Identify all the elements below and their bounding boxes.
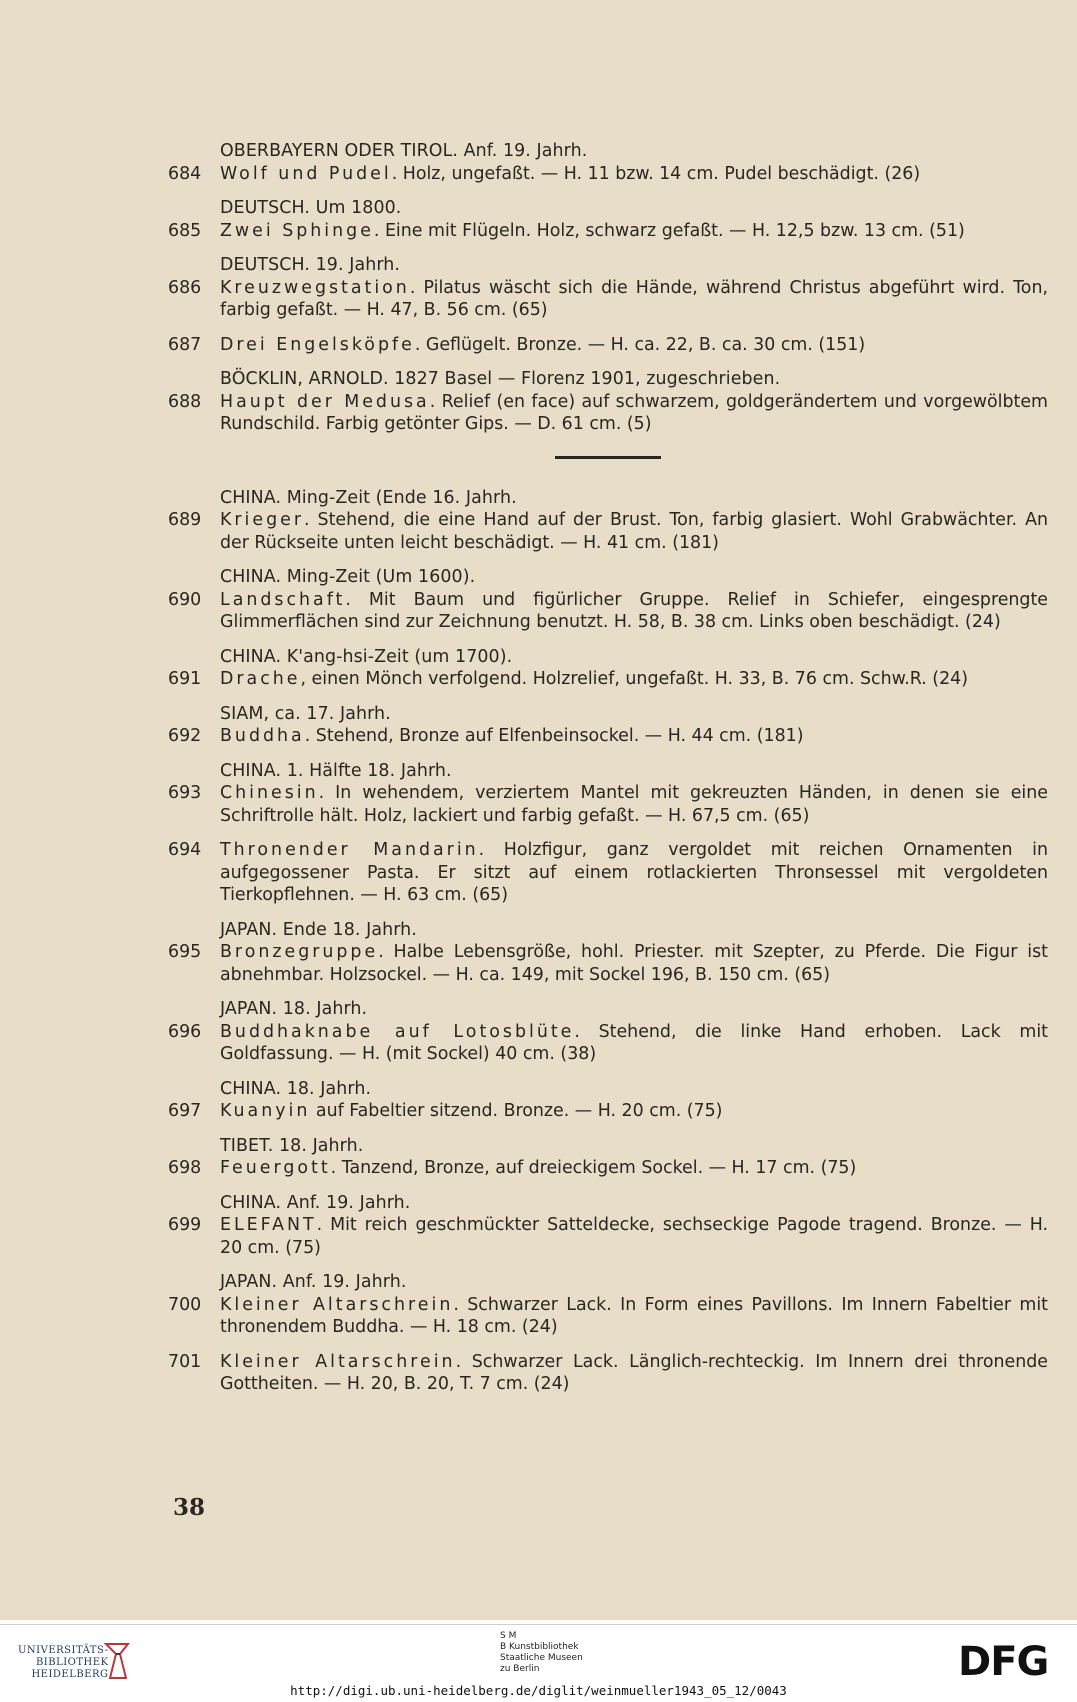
lot-description bbox=[220, 668, 1048, 691]
lot-details: . In wehendem, verziertem Mantel mit gekreuzten Händen, in denen sie eine Schriftrolle hält. Holz, lackiert und farbig gefaßt. — H. 67,5 cm. (65) bbox=[220, 783, 1048, 826]
entry-origin-header: JAPAN. 18. Jahrh. bbox=[220, 999, 368, 1019]
lot-details: . Mit reich geschmückter Satteldecke, sechseckige Pagode tragend. Bronze. — H. 20 cm. (75) bbox=[220, 1215, 1048, 1258]
lot-description bbox=[220, 725, 1048, 748]
lot-title: Kleiner Altarschrein bbox=[220, 1294, 454, 1315]
lot-title: Wolf und Pudel bbox=[220, 163, 392, 184]
lot-description bbox=[220, 782, 1048, 827]
lot-number: 698 bbox=[168, 1158, 202, 1178]
lot-description bbox=[220, 391, 1048, 436]
lot-title: ELEFANT bbox=[220, 1215, 317, 1235]
lot-description bbox=[220, 1100, 1048, 1123]
lot-number: 701 bbox=[168, 1351, 202, 1372]
lot-description bbox=[220, 1351, 1048, 1396]
university-library-logo[interactable] bbox=[18, 1645, 109, 1681]
catalog-entry bbox=[168, 487, 1048, 555]
entry-origin-header: OBERBAYERN ODER TIROL. Anf. 19. Jahrh. bbox=[220, 141, 588, 161]
entry-origin-header: DEUTSCH. 19. Jahrh. bbox=[220, 255, 401, 275]
lot-number: 687 bbox=[168, 334, 202, 355]
lot-description bbox=[220, 1021, 1048, 1066]
lot-description bbox=[220, 1157, 1048, 1180]
entry-row bbox=[168, 668, 1048, 691]
uni-logo-line: BIBLIOTHEK bbox=[35, 1657, 109, 1668]
lot-number: 685 bbox=[168, 220, 202, 241]
lot-details: . Holzfigur, ganz vergoldet mit reichen Ornamenten in aufgegossener Pasta. Er sitzt auf einem rotlackierten Thronsessel mit vergoldeten Tierkopflehnen. — H. 63 cm. (65) bbox=[220, 840, 1048, 905]
catalog-entry bbox=[168, 1135, 1048, 1180]
entry-row bbox=[168, 1157, 1048, 1180]
lot-title: Feuergott bbox=[220, 1158, 331, 1178]
lot-number: 695 bbox=[168, 942, 202, 962]
entry-row bbox=[168, 220, 1048, 243]
catalog-entry bbox=[168, 254, 1048, 322]
lot-title: Krieger bbox=[220, 510, 304, 530]
catalog-entry bbox=[168, 998, 1048, 1066]
entry-row bbox=[168, 1214, 1048, 1259]
smb-logo-line: zu Berlin bbox=[500, 1664, 540, 1674]
lot-number: 696 bbox=[168, 1021, 202, 1042]
university-mark-icon bbox=[102, 1640, 132, 1682]
lot-number: 699 bbox=[168, 1215, 202, 1235]
lot-description bbox=[220, 941, 1048, 986]
entry-origin-header: CHINA. K'ang-hsi-Zeit (um 1700). bbox=[220, 646, 513, 667]
lot-details: . Stehend, Bronze auf Elfenbeinsockel. — H. 44 cm. (181) bbox=[304, 726, 804, 746]
section-divider bbox=[555, 456, 661, 459]
lot-description bbox=[220, 277, 1048, 322]
entry-row bbox=[168, 334, 1048, 357]
lot-description bbox=[220, 589, 1048, 634]
lot-title: Haupt der Medusa bbox=[220, 391, 430, 412]
entry-row bbox=[168, 1351, 1048, 1396]
lot-details: . Relief (en face) auf schwarzem, goldgerändertem und vorgewölbtem Rundschild. Farbig getönter Gips. — D. 61 cm. (5) bbox=[220, 391, 1048, 434]
lot-title: Kleiner Altarschrein bbox=[220, 1351, 456, 1372]
dfg-logo[interactable]: DFG bbox=[958, 1639, 1049, 1685]
lot-details: . Halbe Lebensgröße, hohl. Priester. mit Szepter, zu Pferde. Die Figur ist abnehmbar. Holzsockel. — H. ca. 149, mit Sockel 196, B. 150 cm. (65) bbox=[220, 942, 1048, 985]
lot-description bbox=[220, 163, 1048, 186]
entry-origin-header: TIBET. 18. Jahrh. bbox=[220, 1135, 364, 1156]
catalog-entry bbox=[168, 566, 1048, 634]
lot-title: Buddhaknabe auf Lotosblüte bbox=[220, 1021, 575, 1042]
lot-number: 686 bbox=[168, 277, 202, 298]
catalog-entry bbox=[168, 703, 1048, 748]
lot-title: Zwei Sphinge bbox=[220, 220, 374, 241]
lot-number: 700 bbox=[168, 1294, 202, 1315]
entry-origin-header: CHINA. Ming-Zeit (Ende 16. Jahrh. bbox=[220, 487, 517, 508]
lot-number: 697 bbox=[168, 1101, 202, 1121]
lot-title: Drei Engelsköpfe bbox=[220, 334, 415, 355]
lot-title: Buddha bbox=[220, 726, 305, 746]
catalog-entry bbox=[168, 1351, 1048, 1396]
entry-row bbox=[168, 725, 1048, 748]
lot-title: Chinesin bbox=[220, 783, 319, 803]
lot-number: 694 bbox=[168, 840, 202, 860]
uni-logo-line: UNIVERSITÄTS- bbox=[18, 1645, 109, 1656]
lot-number: 690 bbox=[168, 589, 202, 610]
lot-number: 693 bbox=[168, 783, 202, 803]
lot-number: 684 bbox=[168, 163, 202, 184]
catalog-entry bbox=[168, 646, 1048, 691]
lot-number: 692 bbox=[168, 726, 202, 746]
entry-row bbox=[168, 782, 1048, 827]
entry-origin-header: CHINA. Anf. 19. Jahrh. bbox=[220, 1192, 411, 1213]
smb-logo-line: B Kunstbibliothek bbox=[500, 1642, 579, 1652]
uni-logo-line: HEIDELBERG bbox=[31, 1669, 109, 1680]
lot-details: . Holz, ungefaßt. — H. 11 bzw. 14 cm. Pudel beschädigt. (26) bbox=[391, 163, 921, 184]
page-number: 38 bbox=[173, 1494, 206, 1521]
catalog-entry bbox=[168, 839, 1048, 907]
lot-title: Thronender Mandarin bbox=[220, 840, 479, 860]
lot-description bbox=[220, 1214, 1048, 1259]
entry-row bbox=[168, 1021, 1048, 1066]
smb-logo-line: Staatliche Museen bbox=[500, 1653, 583, 1663]
lot-description bbox=[220, 509, 1048, 554]
catalog-entry bbox=[168, 368, 1048, 436]
entry-row bbox=[168, 941, 1048, 986]
entry-row bbox=[168, 163, 1048, 186]
lot-details: . Mit Baum und figürlicher Gruppe. Relief in Schiefer, eingesprengte Glimmerflächen sind zur Zeichnung benutzt. H. 58, B. 38 cm. Links oben beschädigt. (24) bbox=[220, 589, 1048, 632]
catalog-entry bbox=[168, 1271, 1048, 1339]
entry-origin-header: CHINA. Ming-Zeit (Um 1600). bbox=[220, 567, 476, 587]
catalog-entries bbox=[168, 140, 1048, 1408]
catalog-entry bbox=[168, 197, 1048, 242]
catalog-entry bbox=[168, 1078, 1048, 1123]
lot-details: . Tanzend, Bronze, auf dreieckigem Sockel. — H. 17 cm. (75) bbox=[330, 1158, 857, 1178]
smb-kunstbibliothek-logo[interactable] bbox=[500, 1631, 583, 1675]
entry-row bbox=[168, 391, 1048, 436]
entry-origin-header: BÖCKLIN, ARNOLD. 1827 Basel — Florenz 1901, zugeschrieben. bbox=[220, 369, 781, 389]
lot-number: 689 bbox=[168, 510, 202, 530]
lot-details: auf Fabeltier sitzend. Bronze. — H. 20 cm. (75) bbox=[310, 1101, 723, 1121]
lot-details: , einen Mönch verfolgend. Holzrelief, ungefaßt. H. 33, B. 76 cm. Schw.R. (24) bbox=[300, 669, 968, 689]
entry-row bbox=[168, 1294, 1048, 1339]
catalog-entry bbox=[168, 140, 1048, 185]
entry-row bbox=[168, 839, 1048, 907]
entry-origin-header: SIAM, ca. 17. Jahrh. bbox=[220, 703, 391, 724]
lot-number: 688 bbox=[168, 391, 202, 412]
entry-origin-header: CHINA. 18. Jahrh. bbox=[220, 1078, 372, 1099]
lot-number: 691 bbox=[168, 669, 202, 689]
lot-details: . Eine mit Flügeln. Holz, schwarz gefaßt. — H. 12,5 bzw. 13 cm. (51) bbox=[373, 220, 965, 241]
lot-description bbox=[220, 334, 1048, 357]
source-url-link[interactable]: http://digi.ub.uni-heidelberg.de/diglit/weinmueller1943_05_12/0043 bbox=[290, 1683, 787, 1698]
entry-row bbox=[168, 589, 1048, 634]
smb-logo-line: S M bbox=[500, 1631, 517, 1641]
entry-origin-header: CHINA. 1. Hälfte 18. Jahrh. bbox=[220, 760, 452, 781]
lot-details: . Pilatus wäscht sich die Hände, während Christus abgeführt wird. Ton, farbig gefaßt. — H. 47, B. 56 cm. (65) bbox=[220, 277, 1048, 320]
entry-origin-header: JAPAN. Ende 18. Jahrh. bbox=[220, 919, 417, 940]
lot-details: . Stehend, die eine Hand auf der Brust. Ton, farbig glasiert. Wohl Grabwächter. An der Rückseite unten leicht beschädigt. — H. 41 cm. (181) bbox=[220, 510, 1048, 553]
entry-row bbox=[168, 277, 1048, 322]
catalog-entry bbox=[168, 1192, 1048, 1260]
lot-details: . Schwarzer Lack. Länglich-rechteckig. Im Innern drei thronende Gottheiten. — H. 20, B. 20, T. 7 cm. (24) bbox=[220, 1351, 1048, 1394]
entry-origin-header: DEUTSCH. Um 1800. bbox=[220, 198, 402, 218]
lot-title: Landschaft bbox=[220, 589, 346, 610]
lot-details: . Geflügelt. Bronze. — H. ca. 22, B. ca. 30 cm. (151) bbox=[414, 334, 866, 355]
lot-details: . Stehend, die linke Hand erhoben. Lack mit Goldfassung. — H. (mit Sockel) 40 cm. (38) bbox=[220, 1021, 1048, 1064]
lot-description bbox=[220, 1294, 1048, 1339]
footer-bar bbox=[0, 1624, 1077, 1702]
catalog-entry bbox=[168, 919, 1048, 987]
catalog-entry bbox=[168, 760, 1048, 828]
entry-row bbox=[168, 509, 1048, 554]
lot-title: Drache bbox=[220, 669, 301, 689]
lot-title: Kuanyin bbox=[220, 1101, 311, 1121]
catalog-entry bbox=[168, 334, 1048, 357]
lot-details: . Schwarzer Lack. In Form eines Pavillons. Im Innern Fabeltier mit thronendem Buddha. — H. 18 cm. (24) bbox=[220, 1294, 1048, 1337]
entry-origin-header: JAPAN. Anf. 19. Jahrh. bbox=[220, 1272, 407, 1292]
lot-description bbox=[220, 220, 1048, 243]
entry-row bbox=[168, 1100, 1048, 1123]
lot-description bbox=[220, 839, 1048, 907]
lot-title: Kreuzwegstation bbox=[220, 277, 410, 298]
lot-title: Bronzegruppe bbox=[220, 942, 379, 962]
